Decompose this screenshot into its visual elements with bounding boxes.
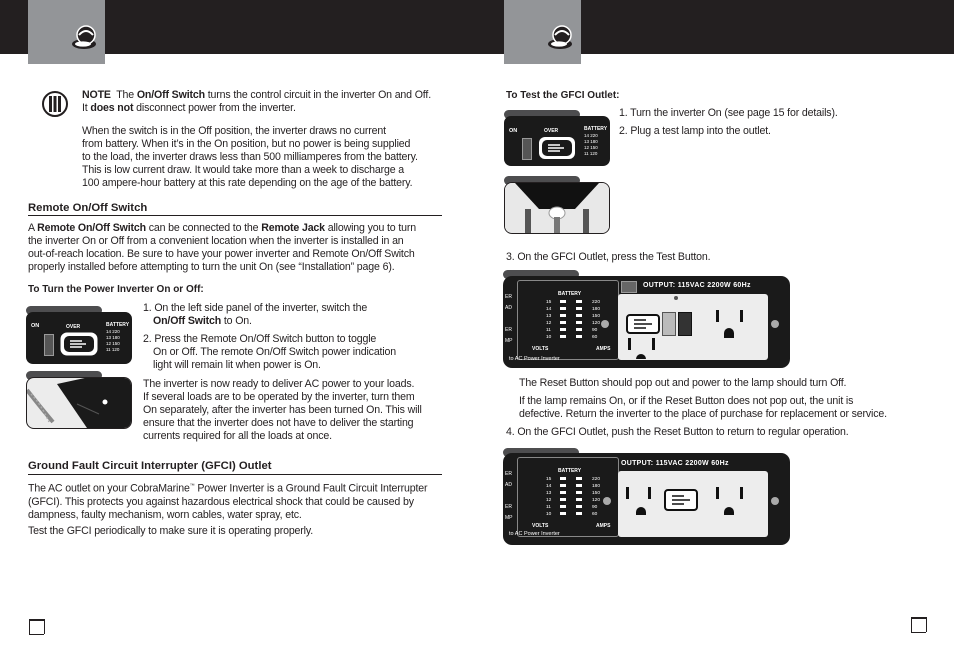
reset-button: [664, 489, 698, 511]
gfci-panel-reset: [503, 453, 790, 545]
battery-label: BATTERY: [106, 322, 130, 328]
text-line: On/Off Switch to On.: [153, 315, 252, 327]
to-ac-label: to AC Power Inverter: [509, 356, 560, 362]
reset-para-1: The Reset Button should pop out and power to the lamp should turn Off.: [519, 377, 847, 389]
text-line: 100 ampere-hour battery at this rate depending on the age of the battery.: [82, 177, 413, 189]
text-line: from battery. When it’s in the On position, but no power is being supplied: [82, 138, 411, 150]
note-icon: [42, 91, 68, 117]
remote-heading: Remote On/Off Switch: [28, 202, 148, 214]
text-line: dampness, faulty mechanism, worn cables, water spray, etc.: [28, 508, 302, 521]
screw-icon: [771, 497, 779, 505]
text-line: currents required for all the loads at once.: [143, 430, 332, 442]
battery-scale: 14 220 13 180 12 150 11 120: [584, 133, 598, 156]
turn-on-heading: To Turn the Power Inverter On or Off:: [28, 284, 204, 295]
note-paragraph: [82, 125, 452, 190]
volt-scale: 15 14 13 12 11 10: [546, 477, 552, 517]
text-line: (GFCI). This protects you against hazardous electrical shock that could be caused by: [28, 495, 414, 508]
note-line-1: NOTE The On/Off Switch turns the control circuit in the inverter On and Off.: [82, 89, 431, 101]
page-number-box: [911, 617, 926, 633]
gfci-paragraph: [28, 480, 448, 522]
screw-icon: [601, 320, 609, 328]
test-heading: To Test the GFCI Outlet:: [506, 90, 620, 101]
battery-label: BATTERY: [558, 291, 582, 297]
text-line: the inverter On or Off from a convenient location when the inverter is installed in an: [28, 235, 404, 247]
on-off-switch-image: [26, 312, 132, 364]
on-off-switch-image: [504, 116, 610, 166]
battery-label: BATTERY: [584, 126, 608, 132]
r-step-1: 1. Turn the inverter On (see page 15 for details).: [619, 107, 838, 119]
r-step-2: 2. Plug a test lamp into the outlet.: [619, 125, 771, 137]
rocker-switch: [44, 334, 54, 356]
amps-label: AMPS: [596, 346, 611, 352]
on-label: ON: [509, 128, 518, 134]
on-label: ON: [31, 323, 40, 329]
reset-button: [662, 312, 676, 336]
text-line: to the load, the inverter draws less than 500 milliamperes from the battery.: [82, 151, 418, 163]
test-lamp-image: [504, 182, 610, 234]
side-labels: ER AD ER MP: [505, 294, 513, 344]
amps-label: AMPS: [596, 523, 611, 529]
over-label: OVER: [544, 128, 559, 134]
remote-switch-image: [26, 377, 132, 429]
text-line: When the switch is in the Off position, the inverter draws no current: [82, 125, 386, 137]
to-ac-label: to AC Power Inverter: [509, 531, 560, 537]
gfci-test-note: Test the GFCI periodically to make sure it is operating properly.: [28, 525, 314, 537]
amp-scale: 220 180 150 120 90 60: [592, 477, 601, 517]
divider: [28, 474, 442, 475]
text-line: This is low current draw. It would take more than a week to discharge a: [82, 164, 405, 176]
text-line: The inverter is now ready to deliver AC power to your loads.: [143, 378, 415, 390]
over-label: OVER: [66, 324, 81, 330]
screw-icon: [603, 497, 611, 505]
r-step-3: 3. On the GFCI Outlet, press the Test Button.: [506, 251, 711, 263]
text-line: A Remote On/Off Switch can be connected to the Remote Jack allowing you to turn: [28, 222, 416, 234]
text-line: The AC outlet on your CobraMarine™ Power Inverter is a Ground Fault Circuit Interrupter: [28, 482, 428, 495]
r-step-4: 4. On the GFCI Outlet, push the Reset Button to return to regular operation.: [506, 426, 849, 438]
output-label: OUTPUT: 115VAC 2200W 60Hz: [643, 282, 751, 289]
section-tab: [504, 0, 581, 64]
screw-icon: [771, 320, 779, 328]
step-2: [143, 333, 443, 372]
text-line: out-of-reach location. Be sure to have your power inverter and Remote On/Off Switch: [28, 248, 415, 260]
divider: [28, 215, 442, 216]
text-line: If several loads are to be operated by the inverter, turn them: [143, 391, 415, 403]
remote-paragraph: [28, 222, 448, 274]
section-tab: [28, 0, 105, 64]
step-1: [143, 302, 443, 328]
volt-scale: 15 14 13 12 11 10: [546, 300, 552, 340]
remote-button-icon: [538, 136, 576, 160]
battery-label: BATTERY: [558, 468, 582, 474]
ready-paragraph: [143, 378, 443, 443]
gfci-panel-test: [503, 276, 790, 368]
text-line: properly installed before attempting to turn the unit On (see “Installation” page 6).: [28, 261, 395, 273]
right-page: [477, 0, 954, 655]
amp-scale: 220 180 150 120 90 60: [592, 300, 601, 340]
gfci-outlet: [618, 471, 768, 537]
battery-scale: 14 220 13 180 12 150 11 120: [106, 329, 120, 352]
note-line-2: It does not disconnect power from the inverter.: [82, 102, 296, 114]
test-button: [626, 314, 660, 334]
gfci-outlet: [618, 294, 768, 360]
volts-label: VOLTS: [532, 523, 549, 529]
rocker-switch: [522, 138, 532, 160]
reset-para-2: [519, 395, 939, 421]
text-line: light will remain lit when power is On.: [153, 359, 321, 371]
volts-label: VOLTS: [532, 346, 549, 352]
text-line: 2. Press the Remote On/Off Switch button to toggle: [143, 333, 377, 345]
text-line: On separately, after the inverter has been turned On. This will: [143, 404, 422, 416]
text-line: defective. Return the inverter to the place of purchase for replacement or service.: [519, 408, 887, 420]
gfci-heading: Ground Fault Circuit Interrupter (GFCI) Outlet: [28, 460, 272, 472]
side-labels: ER AD ER MP: [505, 471, 513, 521]
text-line: ensure that the inverter does not have to deliver the starting: [143, 417, 414, 429]
cobra-logo-icon: [70, 24, 98, 50]
text-line: On or Off. The remote On/Off Switch power indication: [153, 346, 397, 358]
output-label: OUTPUT: 115VAC 2200W 60Hz: [621, 460, 729, 467]
lamp-icon: [505, 183, 609, 233]
remote-button-icon: [60, 332, 98, 356]
text-line: If the lamp remains On, or if the Reset Button does not pop out, the unit is: [519, 395, 854, 407]
page-number-box: [29, 619, 44, 635]
text-line: 1. On the left side panel of the inverter, switch the: [143, 302, 368, 314]
cobra-logo-icon: [546, 24, 574, 50]
